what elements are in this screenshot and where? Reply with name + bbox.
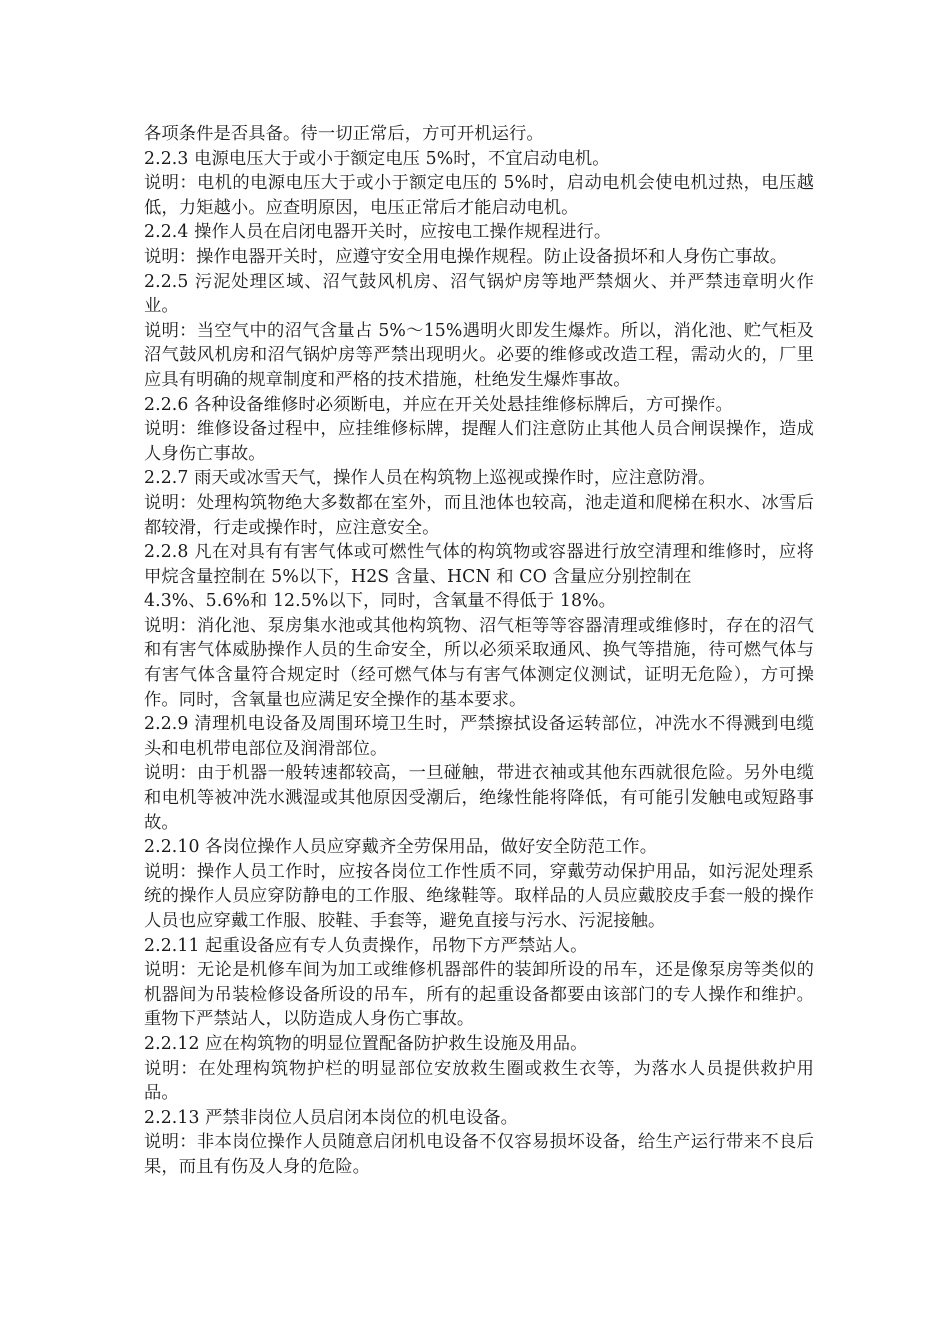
explanation-2-2-6: 说明：维修设备过程中，应挂维修标牌，提醒人们注意防止其他人员合闸误操作，造成人身伤亡事故。 bbox=[144, 419, 814, 464]
document-body bbox=[144, 122, 814, 1180]
clause-2-2-7: 2.2.7 雨天或冰雪天气，操作人员在构筑物上巡视或操作时，应注意防滑。 bbox=[144, 468, 716, 489]
clause-2-2-12: 2.2.12 应在构筑物的明显位置配备防护救生设施及用品。 bbox=[144, 1033, 588, 1054]
explanation-2-2-3: 说明：电机的电源电压大于或小于额定电压的 5%时，启动电机会使电机过热，电压越低，力矩越小。应查明原因，电压正常后才能启动电机。 bbox=[144, 173, 814, 218]
explanation-2-2-4: 说明：操作电器开关时，应遵守安全用电操作规程。防止设备损坏和人身伤亡事故。 bbox=[144, 246, 788, 267]
explanation-2-2-7: 说明：处理构筑物绝大多数都在室外，而且池体也较高，池走道和爬梯在积水、冰雪后都较滑，行走或操作时，应注意安全。 bbox=[144, 492, 814, 538]
clause-2-2-8-limits: 4.3%、5.6%和 12.5%以下，同时，含氧量不得低于 18%。 bbox=[144, 591, 617, 612]
explanation-2-2-13: 说明：非本岗位操作人员随意启闭机电设备不仅容易损坏设备，给生产运行带来不良后果，而且有伤及人身的危险。 bbox=[144, 1132, 814, 1177]
explanation-2-2-12: 说明：在处理构筑物护栏的明显部位安放救生圈或救生衣等，为落水人员提供救护用品。 bbox=[144, 1058, 814, 1104]
clause-2-2-8: 2.2.8 凡在对具有有害气体或可燃性气体的构筑物或容器进行放空清理和维修时，应将甲烷含量控制在 5%以下，H2S 含量、HCN 和 CO 含量应分别控制在 bbox=[144, 542, 814, 587]
explanation-2-2-8: 说明：消化池、泵房集水池或其他构筑物、沼气柜等等容器清理或维修时，存在的沼气和有害气体威胁操作人员的生命安全，所以必须采取通风、换气等措施，待可燃气体与有害气体含量符合规定时（经可燃气体与有害气体测定仪测试，证明无危险），方可操作。同时，含氧量也应满足安全操作的基本要求。 bbox=[144, 615, 814, 710]
explanation-2-2-10: 说明：操作人员工作时，应按各岗位工作性质不同，穿戴劳动保护用品，如污泥处理系统的操作人员应穿防静电的工作服、绝缘鞋等。取样品的人员应戴胶皮手套一般的操作人员也应穿戴工作服、胶鞋、手套等，避免直接与污水、污泥接触。 bbox=[144, 861, 814, 931]
clause-2-2-3: 2.2.3 电源电压大于或小于额定电压 5%时，不宜启动电机。 bbox=[144, 148, 610, 169]
clause-2-2-10: 2.2.10 各岗位操作人员应穿戴齐全劳保用品，做好安全防范工作。 bbox=[144, 837, 658, 858]
clause-2-2-11: 2.2.11 起重设备应有专人负责操作，吊物下方严禁站人。 bbox=[144, 935, 588, 956]
clause-2-2-6: 2.2.6 各种设备维修时必须断电，并应在开关处悬挂维修标牌后，方可操作。 bbox=[144, 394, 733, 415]
explanation-2-2-5: 说明：当空气中的沼气含量占 5%～15%遇明火即发生爆炸。所以，消化池、贮气柜及沼气鼓风机房和沼气锅炉房等严禁出现明火。必要的维修或改造工程，需动火的，厂里应具有明确的规章制度和严格的技术措施，杜绝发生爆炸事故。 bbox=[144, 320, 814, 390]
explanation-2-2-11: 说明：无论是机修车间为加工或维修机器部件的装卸所设的吊车，还是像泵房等类似的机器间为吊装检修设备所设的吊车，所有的起重设备都要由该部门的专人操作和维护。重物下严禁站人，以防造成人身伤亡事故。 bbox=[144, 960, 814, 1030]
clause-2-2-5: 2.2.5 污泥处理区域、沼气鼓风机房、沼气锅炉房等地严禁烟火、并严禁违章明火作业。 bbox=[144, 271, 814, 317]
explanation-2-2-9: 说明：由于机器一般转速都较高，一旦碰触，带进衣袖或其他东西就很危险。另外电缆和电机等被冲洗水溅湿或其他原因受潮后，绝缘性能将降低，有可能引发触电或短路事故。 bbox=[144, 763, 814, 833]
clause-2-2-13: 2.2.13 严禁非岗位人员启闭本岗位的机电设备。 bbox=[144, 1107, 519, 1128]
clause-2-2-4: 2.2.4 操作人员在启闭电器开关时，应按电工操作规程进行。 bbox=[144, 222, 612, 243]
paragraph-intro: 各项条件是否具备。待一切正常后，方可开机运行。 bbox=[144, 124, 544, 144]
clause-2-2-9: 2.2.9 清理机电设备及周围环境卫生时，严禁擦拭设备运转部位，冲洗水不得溅到电缆头和电机带电部位及润滑部位。 bbox=[144, 714, 814, 759]
